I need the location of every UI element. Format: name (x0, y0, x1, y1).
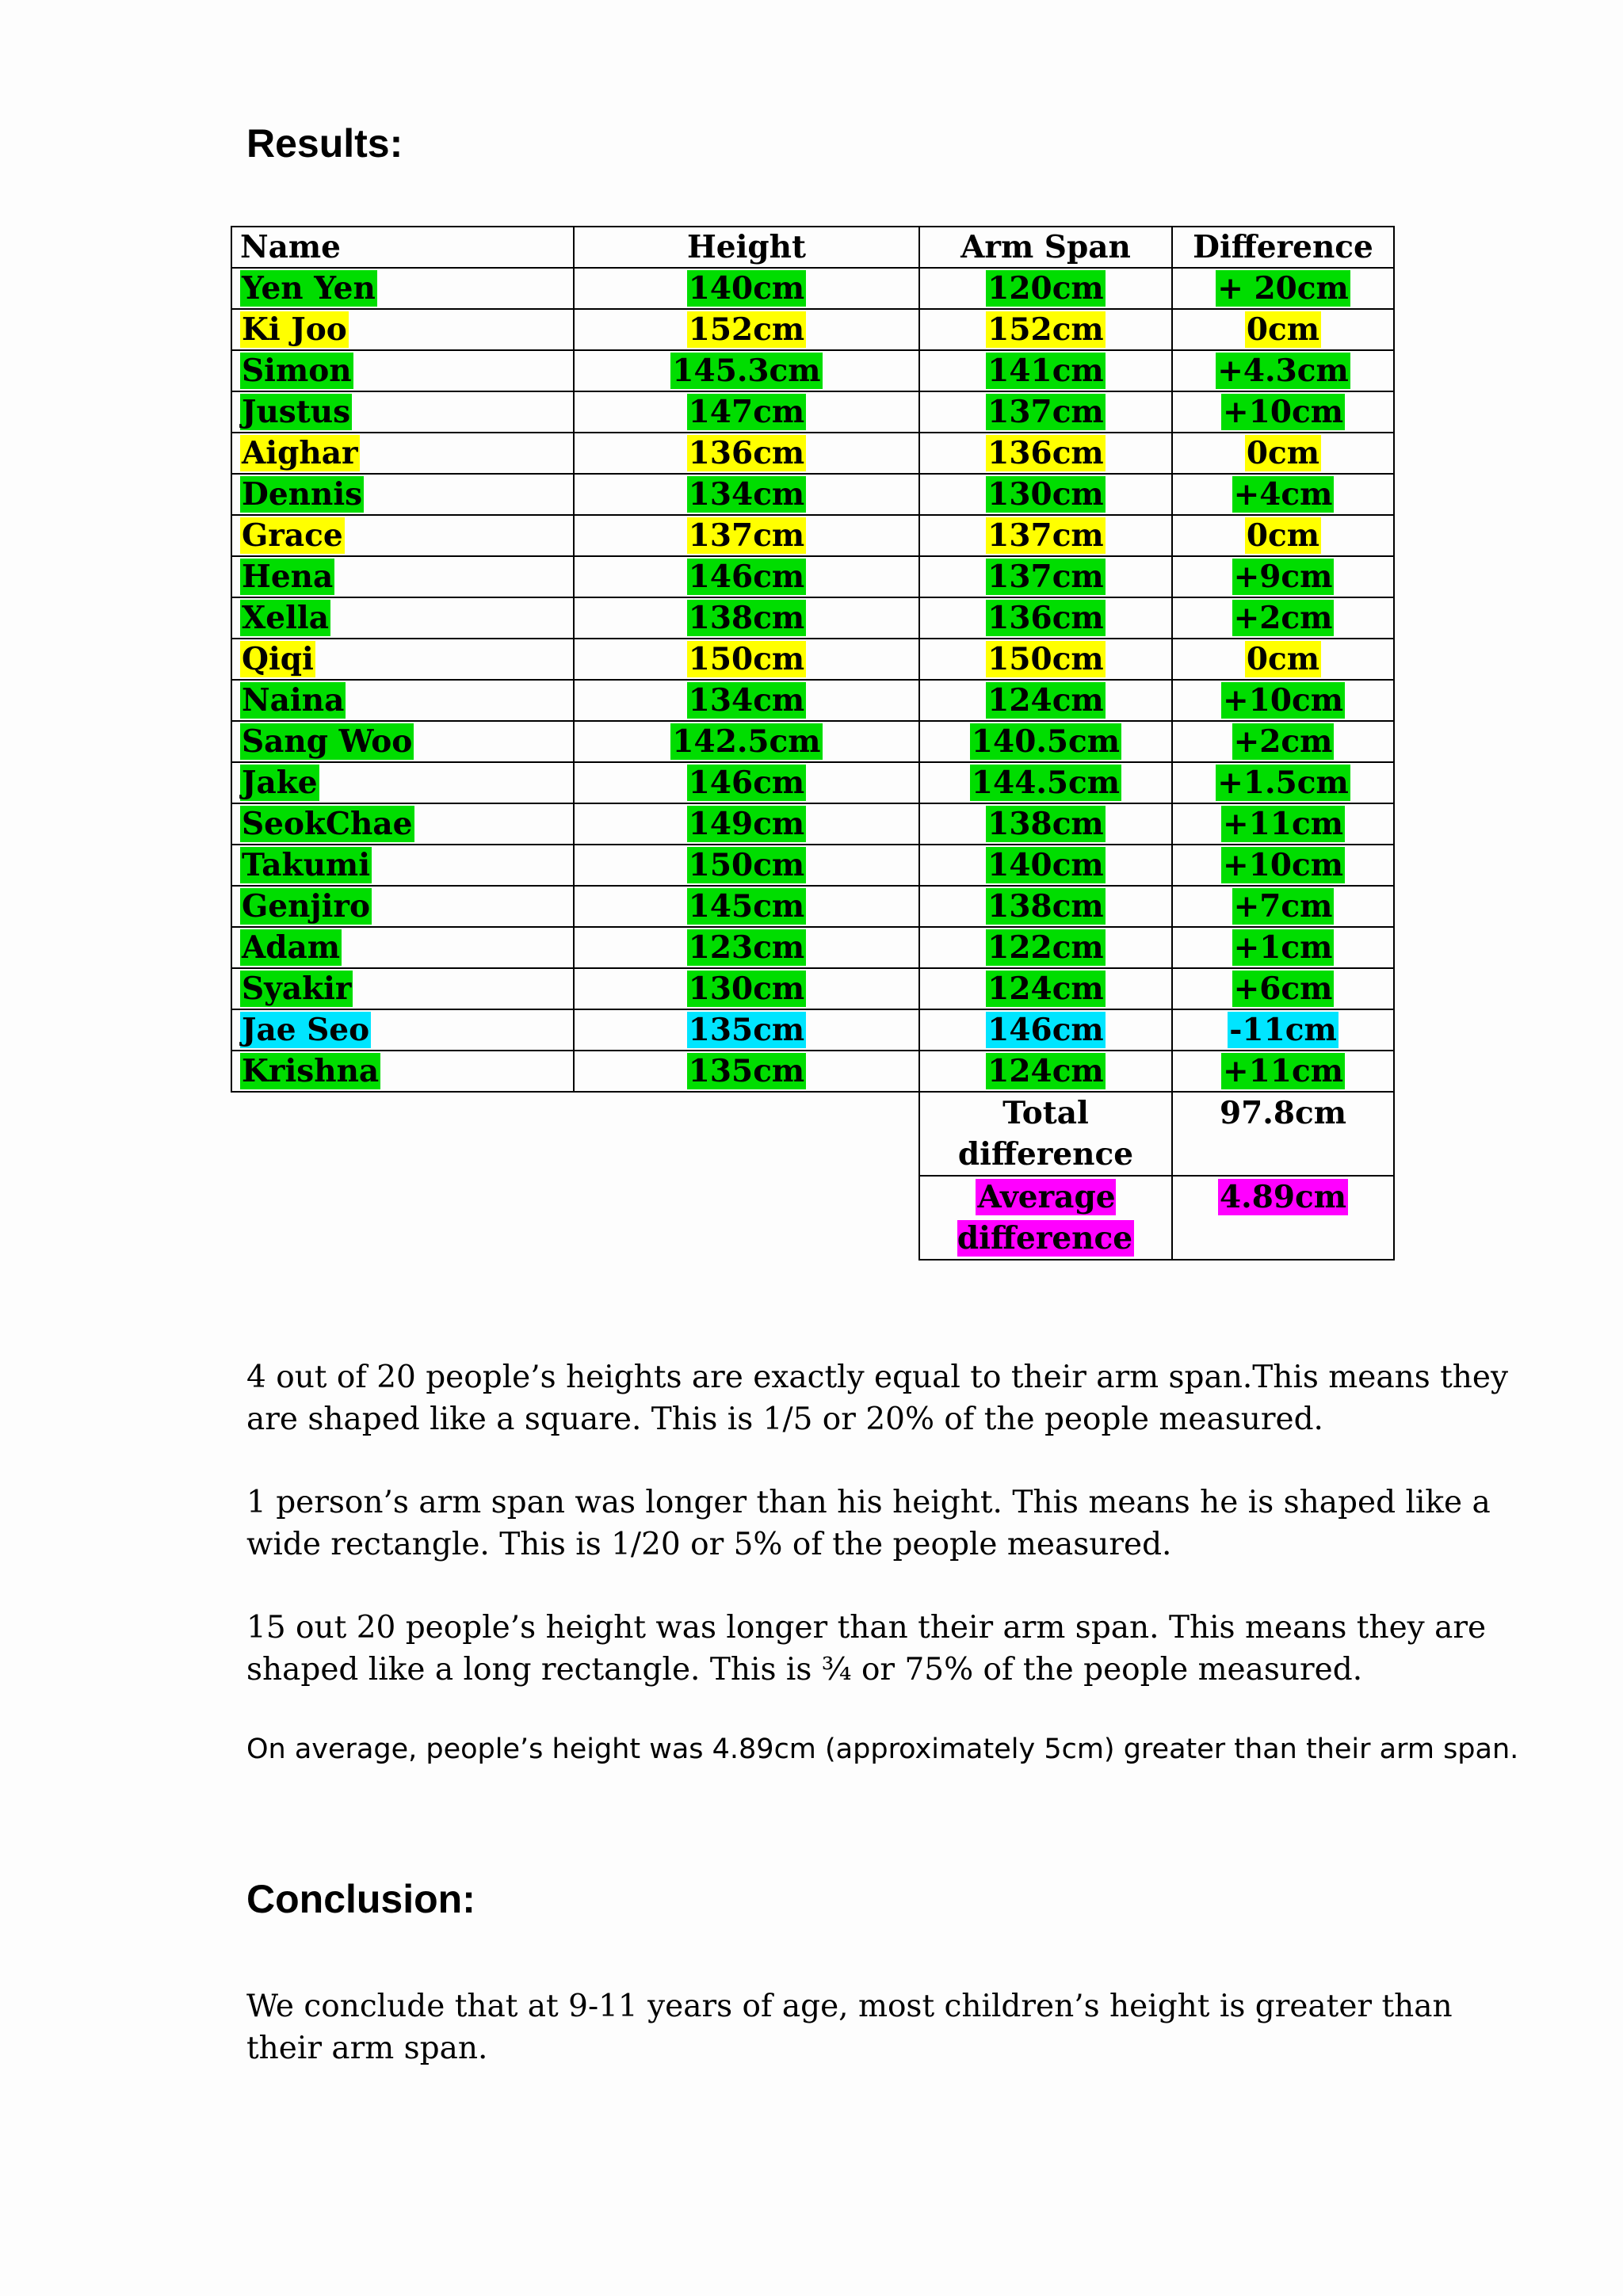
cell-height (574, 350, 919, 391)
cell-difference (1172, 433, 1394, 474)
cell-arm-span (919, 886, 1172, 927)
cell-arm-span (919, 268, 1172, 309)
cell-arm-span-value: 122cm (987, 929, 1104, 966)
cell-difference (1172, 886, 1394, 927)
header-height: Height (574, 227, 919, 268)
cell-arm-span-value: 130cm (987, 476, 1104, 513)
cell-arm-span (919, 1051, 1172, 1092)
table-row (231, 803, 1394, 845)
cell-height (574, 680, 919, 721)
cell-height (574, 309, 919, 350)
cell-height-value: 137cm (688, 517, 805, 554)
table-row (231, 391, 1394, 433)
table-row (231, 968, 1394, 1009)
cell-name-value: Simon (242, 353, 352, 389)
cell-arm-span-value: 124cm (987, 1053, 1104, 1089)
cell-difference-value: +7cm (1233, 888, 1333, 925)
table-row (231, 597, 1394, 639)
cell-difference-value: +10cm (1223, 847, 1343, 883)
blank-cell (231, 1092, 919, 1176)
cell-height-value: 140cm (688, 270, 805, 307)
cell-arm-span (919, 721, 1172, 762)
cell-arm-span (919, 968, 1172, 1009)
cell-difference (1172, 309, 1394, 350)
cell-difference (1172, 762, 1394, 803)
cell-difference (1172, 1009, 1394, 1051)
cell-difference (1172, 927, 1394, 968)
cell-name-value: Krishna (242, 1053, 380, 1089)
cell-name-value: Aighar (242, 435, 358, 471)
cell-name (231, 968, 574, 1009)
cell-difference-value: 0cm (1246, 641, 1320, 677)
cell-difference-value: +4.3cm (1217, 353, 1349, 389)
table-row (231, 886, 1394, 927)
cell-height-value: 136cm (688, 435, 805, 471)
table-row (231, 515, 1394, 556)
cell-arm-span-value: 138cm (987, 806, 1104, 842)
cell-difference-value: + 20cm (1217, 270, 1349, 307)
cell-height-value: 130cm (688, 971, 805, 1007)
cell-arm-span-value: 137cm (987, 517, 1104, 554)
cell-name (231, 309, 574, 350)
cell-name (231, 350, 574, 391)
cell-name-value: Adam (242, 929, 341, 966)
cell-arm-span-value: 137cm (987, 559, 1104, 595)
cell-arm-span (919, 927, 1172, 968)
cell-name-value: Sang Woo (242, 723, 413, 760)
cell-arm-span (919, 350, 1172, 391)
table-row (231, 845, 1394, 886)
cell-name-value: Justus (242, 394, 351, 430)
cell-difference-value: +2cm (1233, 723, 1333, 760)
cell-difference (1172, 268, 1394, 309)
average-label-cell (919, 1176, 1172, 1260)
cell-arm-span (919, 556, 1172, 597)
cell-height (574, 1051, 919, 1092)
cell-difference-value: +4cm (1233, 476, 1333, 513)
finding-wide-rectangle: 1 person’s arm span was longer than his height. This means he is shaped like a wide rectangle. This is 1/20 or 5% of the people measured. (246, 1485, 1491, 1562)
table-row (231, 927, 1394, 968)
cell-difference-value: +6cm (1233, 971, 1333, 1007)
cell-arm-span (919, 391, 1172, 433)
table-row (231, 1051, 1394, 1092)
cell-name (231, 721, 574, 762)
cell-height-value: 150cm (688, 847, 805, 883)
cell-name-value: Jake (242, 765, 318, 801)
cell-difference (1172, 391, 1394, 433)
cell-difference-value: +11cm (1223, 1053, 1343, 1089)
cell-height (574, 762, 919, 803)
average-value-cell (1172, 1176, 1394, 1260)
cell-arm-span (919, 309, 1172, 350)
finding-long-rectangle: 15 out 20 people’s height was longer than their arm span. This means they are shaped like a long rectangle. This is ¾ or 75% of the people measured. (246, 1610, 1487, 1688)
cell-name (231, 680, 574, 721)
average-row (231, 1176, 1394, 1260)
cell-height (574, 474, 919, 515)
cell-name-value: Jae Seo (242, 1012, 370, 1048)
cell-name-value: Naina (242, 682, 345, 719)
cell-height-value: 135cm (688, 1053, 805, 1089)
cell-arm-span (919, 1009, 1172, 1051)
cell-arm-span-value: 136cm (987, 600, 1104, 636)
cell-arm-span-value: 120cm (987, 270, 1104, 307)
header-difference: Difference (1172, 227, 1394, 268)
table-row (231, 762, 1394, 803)
cell-name-value: Yen Yen (242, 270, 376, 307)
cell-difference-value: +1cm (1233, 929, 1333, 966)
table-row (231, 309, 1394, 350)
results-table (231, 226, 1395, 1261)
cell-name (231, 762, 574, 803)
cell-arm-span-value: 138cm (987, 888, 1104, 925)
cell-height (574, 968, 919, 1009)
results-heading: Results: (246, 121, 403, 166)
cell-difference-value: +10cm (1223, 682, 1343, 719)
cell-name (231, 1051, 574, 1092)
cell-arm-span (919, 845, 1172, 886)
cell-difference-value: -11cm (1229, 1012, 1337, 1048)
cell-difference-value: +11cm (1223, 806, 1343, 842)
cell-height-value: 149cm (688, 806, 805, 842)
cell-name-value: Dennis (242, 476, 363, 513)
table-row (231, 268, 1394, 309)
cell-name-value: Syakir (242, 971, 352, 1007)
cell-name (231, 515, 574, 556)
cell-name-value: Genjiro (242, 888, 370, 925)
cell-difference-value: +2cm (1233, 600, 1333, 636)
cell-height-value: 147cm (688, 394, 805, 430)
cell-height (574, 927, 919, 968)
cell-difference (1172, 968, 1394, 1009)
cell-arm-span-value: 124cm (987, 682, 1104, 719)
cell-arm-span-value: 144.5cm (971, 765, 1121, 801)
cell-height (574, 639, 919, 680)
conclusion-heading: Conclusion: (246, 1877, 475, 1921)
cell-name (231, 433, 574, 474)
cell-height-value: 152cm (688, 311, 805, 348)
cell-name (231, 556, 574, 597)
header-name: Name (231, 227, 574, 268)
cell-arm-span-value: 150cm (987, 641, 1104, 677)
table-row (231, 474, 1394, 515)
cell-name-value: Qiqi (242, 641, 314, 677)
cell-difference-value: 0cm (1246, 311, 1320, 348)
table-row (231, 1009, 1394, 1051)
cell-difference-value: +10cm (1223, 394, 1343, 430)
cell-name-value: Hena (242, 559, 334, 595)
cell-height-value: 145cm (688, 888, 805, 925)
cell-difference (1172, 350, 1394, 391)
cell-difference (1172, 515, 1394, 556)
cell-arm-span-value: 146cm (987, 1012, 1104, 1048)
cell-arm-span-value: 152cm (987, 311, 1104, 348)
finding-square: 4 out of 20 people’s heights are exactly equal to their arm span.This means they are shaped like a square. This is 1/5 or 20% of the people measured. (246, 1360, 1509, 1437)
cell-name (231, 886, 574, 927)
cell-height (574, 1009, 919, 1051)
total-label: Total difference (919, 1092, 1172, 1176)
table-row (231, 721, 1394, 762)
cell-height (574, 845, 919, 886)
cell-difference (1172, 803, 1394, 845)
cell-height (574, 803, 919, 845)
average-label: Average difference (957, 1179, 1133, 1257)
cell-name-value: SeokChae (242, 806, 413, 842)
cell-difference (1172, 474, 1394, 515)
cell-difference-value: +1.5cm (1217, 765, 1349, 801)
cell-difference (1172, 1051, 1394, 1092)
cell-name (231, 803, 574, 845)
cell-height (574, 391, 919, 433)
cell-height-value: 142.5cm (672, 723, 821, 760)
cell-height-value: 134cm (688, 476, 805, 513)
cell-arm-span-value: 140cm (987, 847, 1104, 883)
cell-name-value: Takumi (242, 847, 371, 883)
cell-height (574, 886, 919, 927)
cell-arm-span-value: 137cm (987, 394, 1104, 430)
cell-height (574, 556, 919, 597)
conclusion-text: We conclude that at 9-11 years of age, most children’s height is greater than their arm span. (246, 1989, 1453, 2066)
table-row (231, 639, 1394, 680)
cell-height-value: 138cm (688, 600, 805, 636)
cell-height-value: 135cm (688, 1012, 805, 1048)
finding-average: On average, people’s height was 4.89cm (approximately 5cm) greater than their arm span. (246, 1733, 1519, 1765)
cell-arm-span (919, 762, 1172, 803)
cell-arm-span-value: 124cm (987, 971, 1104, 1007)
cell-arm-span (919, 597, 1172, 639)
cell-name (231, 474, 574, 515)
table-row (231, 556, 1394, 597)
cell-height-value: 145.3cm (672, 353, 821, 389)
average-value: 4.89cm (1220, 1179, 1346, 1215)
cell-name (231, 1009, 574, 1051)
cell-arm-span (919, 515, 1172, 556)
table-row (231, 680, 1394, 721)
blank-cell (231, 1176, 919, 1260)
cell-difference (1172, 721, 1394, 762)
cell-name (231, 845, 574, 886)
total-row (231, 1092, 1394, 1176)
cell-name (231, 639, 574, 680)
cell-arm-span-value: 141cm (987, 353, 1104, 389)
cell-arm-span (919, 680, 1172, 721)
cell-arm-span (919, 433, 1172, 474)
cell-height-value: 146cm (688, 765, 805, 801)
cell-height (574, 721, 919, 762)
table-row (231, 433, 1394, 474)
cell-height-value: 134cm (688, 682, 805, 719)
cell-difference (1172, 639, 1394, 680)
cell-difference (1172, 845, 1394, 886)
cell-name (231, 927, 574, 968)
total-value: 97.8cm (1172, 1092, 1394, 1176)
cell-arm-span-value: 136cm (987, 435, 1104, 471)
cell-name-value: Grace (242, 517, 343, 554)
table-row (231, 350, 1394, 391)
cell-height (574, 515, 919, 556)
cell-height (574, 433, 919, 474)
cell-arm-span (919, 639, 1172, 680)
cell-height-value: 150cm (688, 641, 805, 677)
cell-difference-value: 0cm (1246, 435, 1320, 471)
cell-name (231, 391, 574, 433)
cell-difference-value: +9cm (1233, 559, 1333, 595)
cell-arm-span (919, 803, 1172, 845)
results-table-body (231, 227, 1394, 1260)
cell-height-value: 123cm (688, 929, 805, 966)
cell-name-value: Xella (242, 600, 329, 636)
table-header-row (231, 227, 1394, 268)
cell-height-value: 146cm (688, 559, 805, 595)
cell-height (574, 268, 919, 309)
cell-name (231, 597, 574, 639)
header-arm-span: Arm Span (919, 227, 1172, 268)
cell-name-value: Ki Joo (242, 311, 347, 348)
cell-arm-span (919, 474, 1172, 515)
cell-difference (1172, 556, 1394, 597)
cell-difference (1172, 597, 1394, 639)
cell-name (231, 268, 574, 309)
cell-arm-span-value: 140.5cm (971, 723, 1121, 760)
cell-difference (1172, 680, 1394, 721)
cell-difference-value: 0cm (1246, 517, 1320, 554)
cell-height (574, 597, 919, 639)
